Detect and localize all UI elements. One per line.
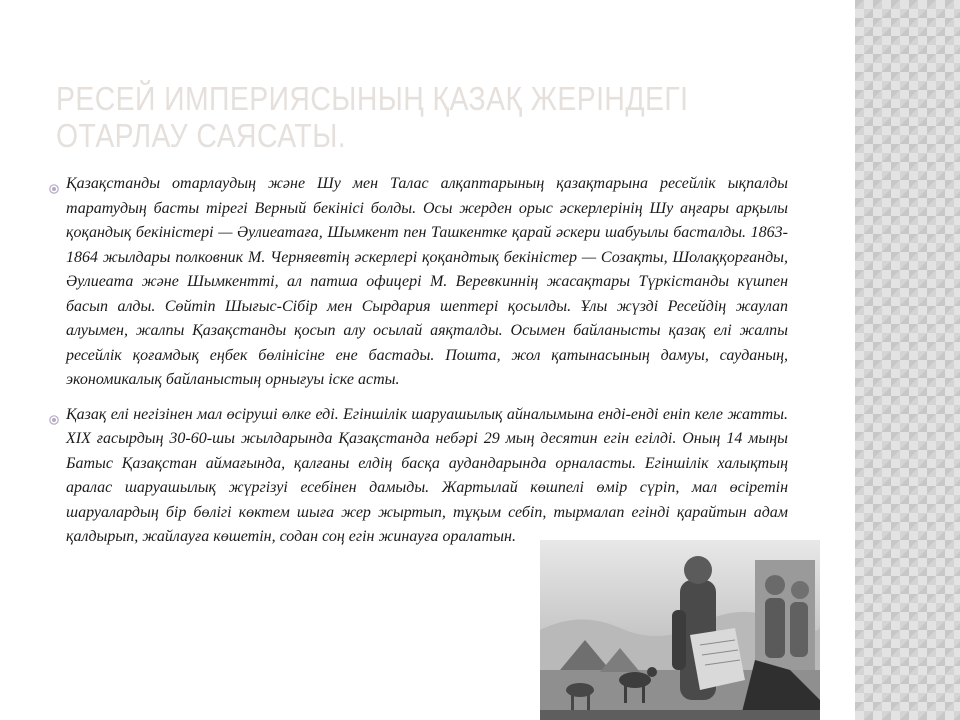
circle-bullet-icon [49, 178, 59, 188]
paragraph-text: Қазақстанды отарлаудың және Шу мен Талас алқаптарының қазақтарына ресейлік ықпалды таратудың басты тірегі Верный бекінісі болды. Осы жерден орыс әскерлерінің Шу аңғары арқылы қоқандық бекіністері — Әулиеатаға, Шымкент пен Ташкентке қарай әскери шабуылы басталды. 1863-1864 жылдары полковник М. Черняевтің әскерлері қоқандтық бекіністер — Созақты, Шолаққорғанды, Әулиеата және Шымкентті, ал патша офицері М. Веревкиннің жасақтары Түркістанды күшпен басып алды. Сөйтіп Шығыс-Сібір мен Сырдария шептері қосылды. Ұлы жүзді Ресейдің жаулап алуымен, жалпы Қазақстанды қосып алу осылай аяқталды. Осымен байланысты қазақ елі жалпы ресейлік қоғамдық еңбек бөлінісіне ене бастады. Пошта, жол қатынасының дамуы, сауданың, экономикалық байланыстың орнығуы іске асты. [66, 175, 788, 388]
paragraph-text: Қазақ елі негізінен мал өсіруші өлке еді. Егіншілік шаруашылық айналымына енді-енді еніп келе жатты. XIX ғасырдың 30-60-шы жылдарында Қазақстанда небәрі 29 мың десятин егін егілді. Оның 14 мыңы Батыс Қазақстан аймағында, қалғаны елдің басқа аудандарында орналасты. Егіншілік халықтың аралас шаруашылық жүргізуі есебінен дамыды. Жартылай көшпелі өмір сүріп, мал өсіретін шаруалардың бір бөлігі көктем шыға жер жыртып, тұқым себіп, тырмалап егінді қарайтын адам қалдырып, жайлауға көшетін, содан соң егін жинауға оралатын. [66, 405, 788, 545]
slide-body [48, 172, 788, 560]
bullet-paragraph-2 [48, 403, 788, 550]
decorative-side-strip [855, 0, 960, 720]
slide-title: РЕСЕЙ ИМПЕРИЯСЫНЫҢ ҚАЗАҚ ЖЕРІНДЕГІ ОТАРЛАУ САЯСАТЫ. [56, 80, 689, 154]
bullet-paragraph-1 [48, 172, 788, 393]
historical-photo-collage [540, 540, 820, 720]
circle-bullet-icon [49, 409, 59, 419]
